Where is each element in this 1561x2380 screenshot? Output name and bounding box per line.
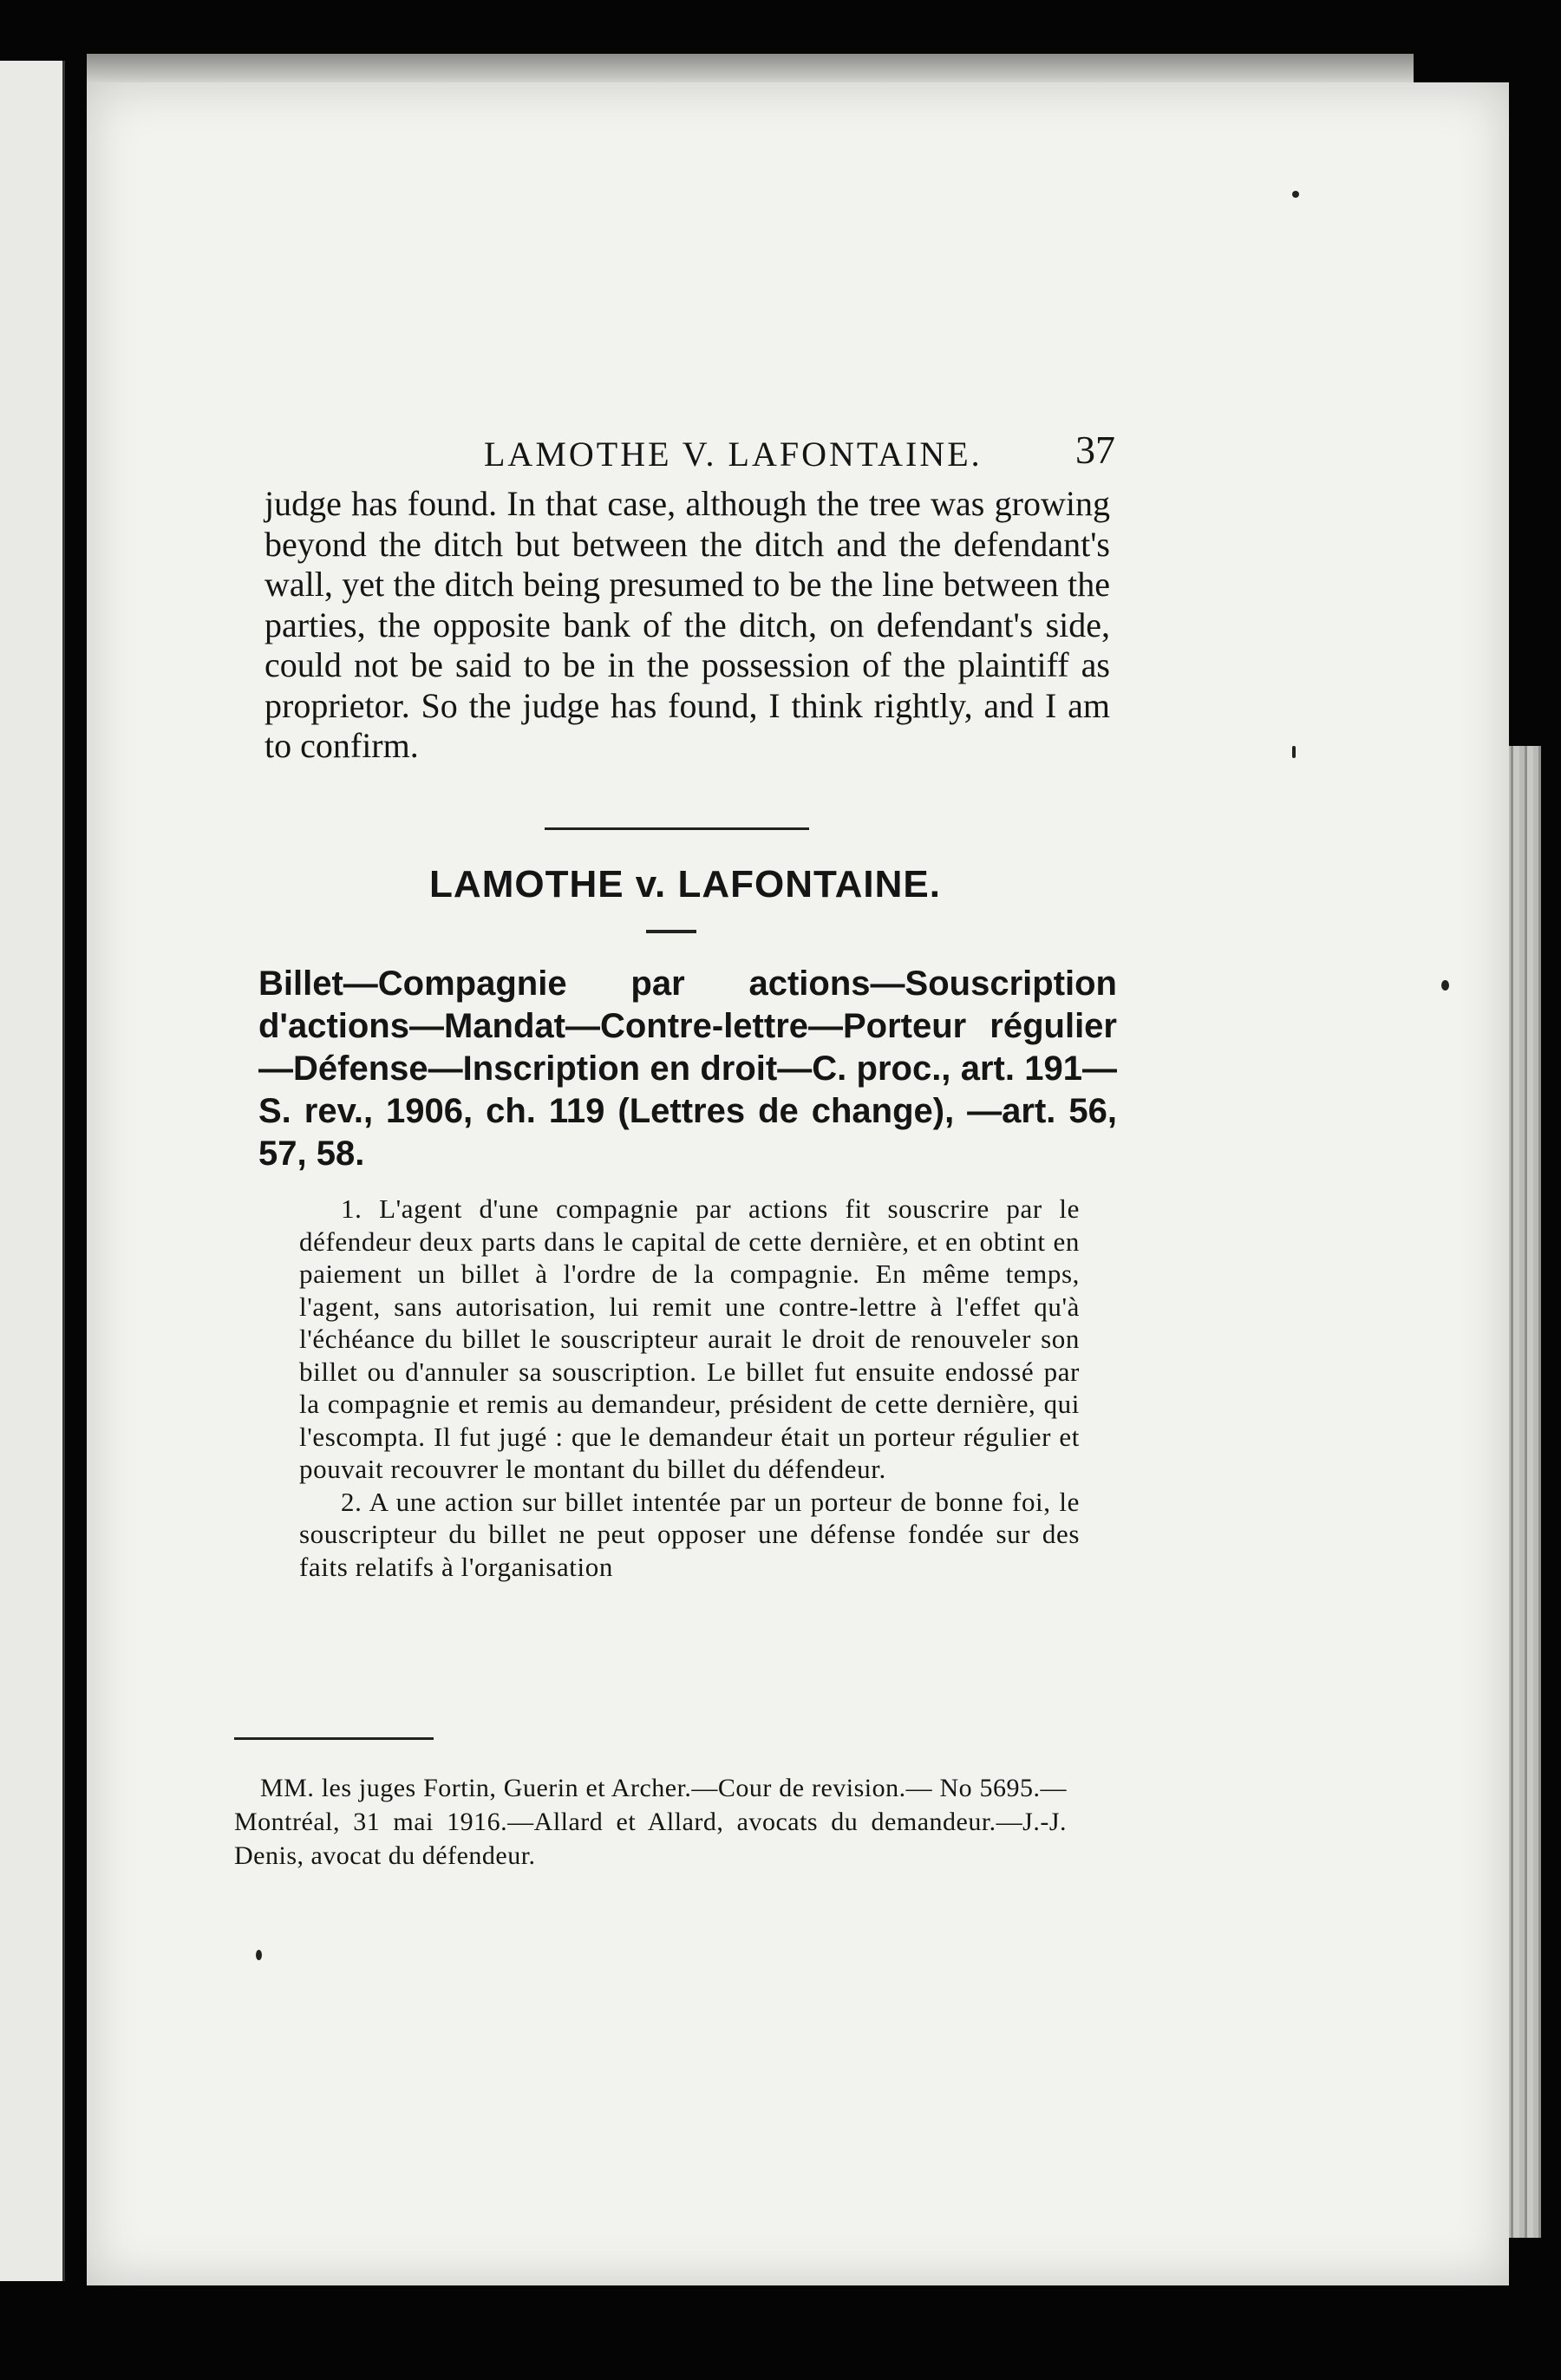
adjacent-page-edge — [0, 61, 65, 2281]
scan-speck — [256, 1950, 262, 1960]
scan-speck — [1292, 191, 1299, 198]
summary-number: 1. — [341, 1193, 362, 1224]
summary-number: 2. — [341, 1486, 362, 1517]
footnote-rule — [234, 1737, 434, 1740]
footnote: MM. les juges Fortin, Guerin et Archer.—Cour de revision.— No 5695.—Montréal, 31 mai 1916.—Allard et Allard, avocats du demandeur.—J.-J. Denis, avocat du défendeur. — [234, 1774, 1067, 1870]
summary-paragraph-1 — [299, 1193, 1080, 1486]
summary-text: L'agent d'une compagnie par actions fit souscrire par le défendeur deux parts dans le capital de cette dernière, et en obtint en paiement un billet à l'ordre de la compagnie. En même temps, l'agent, sans autorisation, lui remit une contre-lettre à l'effet qu'à l'échéance du billet le souscripteur aurait le droit de renouveler son billet ou d'annuler sa souscription. Le billet fut ensuite endossé par la compagnie et remis au demandeur, président de cette dernière, qui l'escompta. Il fut jugé : que le demandeur était un porteur régulier et pouvait recouvrer le montant du billet du défendeur. — [299, 1193, 1080, 1484]
case-title: LAMOTHE v. LAFONTAINE. — [429, 863, 941, 906]
continuation-paragraph: judge has found. In that case, although the tree was growing beyond the ditch but between the ditch and the defendant's wall, yet the ditch being presumed to be the line between the parties, the opposite bank of the ditch, on defendant's side, could not be said to be in the possession of the plaintiff as proprietor. So the judge has found, I think rightly, and I am to confirm. — [265, 484, 1110, 765]
scan-speck — [1441, 980, 1449, 991]
title-rule — [646, 930, 696, 933]
book-page — [87, 82, 1509, 2285]
summary-section — [299, 1193, 1080, 1583]
scan-speck — [1292, 746, 1296, 758]
page-number: 37 — [1075, 428, 1115, 472]
summary-paragraph-2 — [299, 1486, 1080, 1584]
headnote-keywords: Billet—Compagnie par actions—Souscription d'actions—Mandat—Contre-lettre—Porteur régulier —Défense—Inscription en droit—C. proc., art. 191—S. rev., 1906, ch. 119 (Lettres de change), —art. 56, 57, 58. — [258, 964, 1117, 1173]
section-divider — [545, 827, 809, 830]
running-head: LAMOTHE V. LAFONTAINE. — [484, 435, 983, 474]
summary-text: A une action sur billet intentée par un porteur de bonne foi, le souscripteur du billet ne peut opposer une défense fondée sur des faits relatifs à l'organisation — [299, 1486, 1081, 1582]
